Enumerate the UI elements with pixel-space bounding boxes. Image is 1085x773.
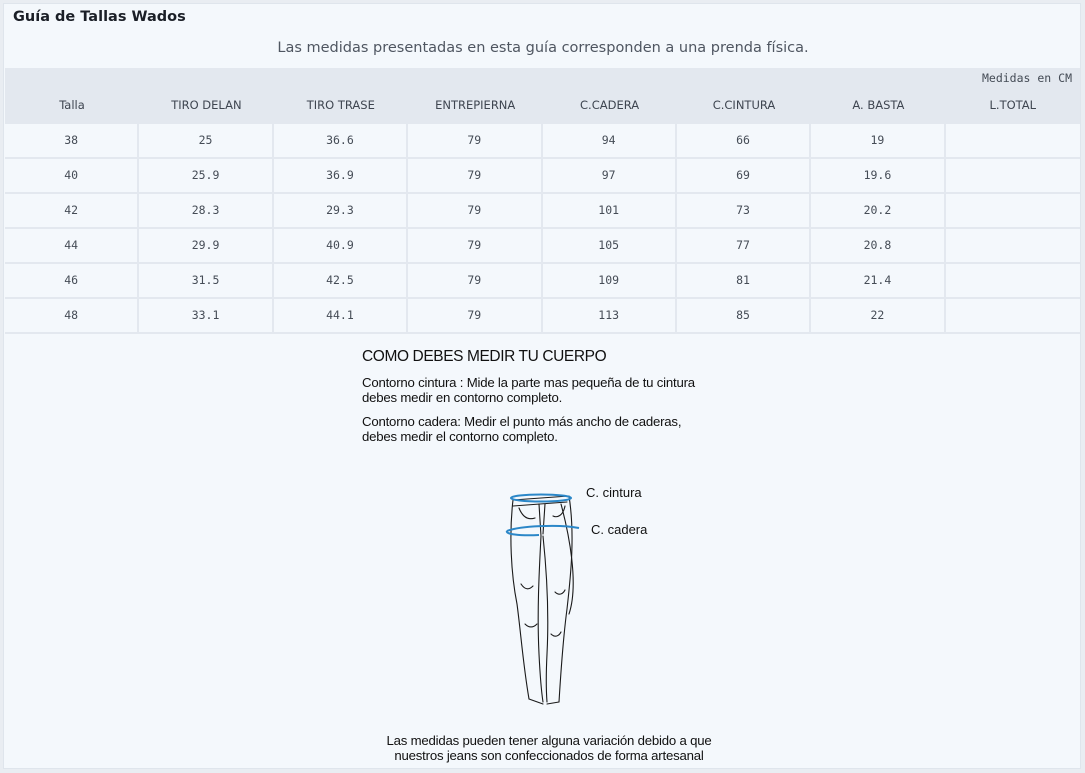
size-guide-panel [3, 3, 1081, 769]
table-cell [946, 299, 1080, 332]
table-cell: 20.2 [811, 194, 945, 227]
table-cell: 109 [543, 264, 677, 297]
table-cell: 101 [543, 194, 677, 227]
table-cell: 46 [5, 264, 139, 297]
unit-note: Medidas en CM [981, 71, 1072, 85]
table-cell [946, 229, 1080, 262]
table-cell: 19 [811, 124, 945, 157]
table-cell: 79 [408, 124, 542, 157]
table-cell: 42.5 [274, 264, 408, 297]
table-cell: 48 [5, 299, 139, 332]
table-row [5, 264, 1080, 299]
table-cell: 38 [5, 124, 139, 157]
table-cell: 77 [677, 229, 811, 262]
size-table-body [5, 124, 1080, 334]
table-cell: 20.8 [811, 229, 945, 262]
header-entrepierna: ENTREPIERNA [435, 98, 516, 112]
table-cell: 44 [5, 229, 139, 262]
table-row [5, 159, 1080, 194]
header-talla: Talla [59, 98, 85, 112]
table-cell: 40 [5, 159, 139, 192]
table-cell: 94 [543, 124, 677, 157]
header-a-basta: A. BASTA [852, 98, 905, 112]
header-c-cintura: C.CINTURA [712, 98, 776, 112]
table-cell: 36.9 [274, 159, 408, 192]
table-cell: 28.3 [139, 194, 273, 227]
waist-label: C. cintura [586, 485, 642, 500]
variation-note-line: Las medidas pueden tener alguna variación debido a que [386, 733, 712, 748]
table-cell [946, 159, 1080, 192]
table-cell: 69 [677, 159, 811, 192]
table-cell: 73 [677, 194, 811, 227]
table-cell: 79 [408, 159, 542, 192]
table-cell [946, 124, 1080, 157]
table-cell: 79 [408, 194, 542, 227]
header-c-cadera: C.CADERA [580, 98, 640, 112]
table-cell: 79 [408, 299, 542, 332]
waist-instruction-line: debes medir en contorno completo. [362, 390, 563, 405]
table-cell [946, 194, 1080, 227]
waist-instruction [362, 375, 742, 405]
table-cell: 36.6 [274, 124, 408, 157]
table-cell [946, 264, 1080, 297]
subtitle: Las medidas presentadas en esta guía corresponden a una prenda física. [277, 40, 809, 56]
instructions-heading: COMO DEBES MEDIR TU CUERPO [362, 348, 607, 365]
variation-note [344, 733, 754, 763]
hip-instruction [362, 414, 742, 444]
header-tiro-trase: TIRO TRASE [306, 98, 375, 112]
table-cell: 66 [677, 124, 811, 157]
variation-note-line: nuestros jeans son confeccionados de forma artesanal [394, 748, 704, 763]
page-title: Guía de Tallas Wados [13, 9, 186, 25]
header-tiro-delan: TIRO DELAN [171, 98, 242, 112]
table-cell: 44.1 [274, 299, 408, 332]
table-cell: 42 [5, 194, 139, 227]
table-cell: 22 [811, 299, 945, 332]
waist-instruction-line: Contorno cintura : Mide la parte mas pequeña de tu cintura [362, 375, 695, 390]
hip-instruction-line: debes medir el contorno completo. [362, 429, 558, 444]
hip-label: C. cadera [591, 522, 648, 537]
table-cell: 29.3 [274, 194, 408, 227]
table-cell: 25 [139, 124, 273, 157]
table-cell: 85 [677, 299, 811, 332]
table-cell: 33.1 [139, 299, 273, 332]
table-cell: 97 [543, 159, 677, 192]
table-header [5, 68, 1080, 124]
measure-instructions [362, 348, 742, 444]
table-cell: 31.5 [139, 264, 273, 297]
jeans-illustration-icon [499, 474, 659, 714]
table-cell: 113 [543, 299, 677, 332]
table-cell: 29.9 [139, 229, 273, 262]
table-cell: 79 [408, 229, 542, 262]
table-cell: 19.6 [811, 159, 945, 192]
table-row [5, 299, 1080, 334]
table-cell: 25.9 [139, 159, 273, 192]
table-cell: 81 [677, 264, 811, 297]
hip-instruction-line: Contorno cadera: Medir el punto más ancho de caderas, [362, 414, 682, 429]
table-row [5, 229, 1080, 264]
table-cell: 105 [543, 229, 677, 262]
table-row [5, 124, 1080, 159]
header-l-total: L.TOTAL [989, 98, 1037, 112]
table-row [5, 194, 1080, 229]
table-cell: 40.9 [274, 229, 408, 262]
table-cell: 21.4 [811, 264, 945, 297]
table-cell: 79 [408, 264, 542, 297]
